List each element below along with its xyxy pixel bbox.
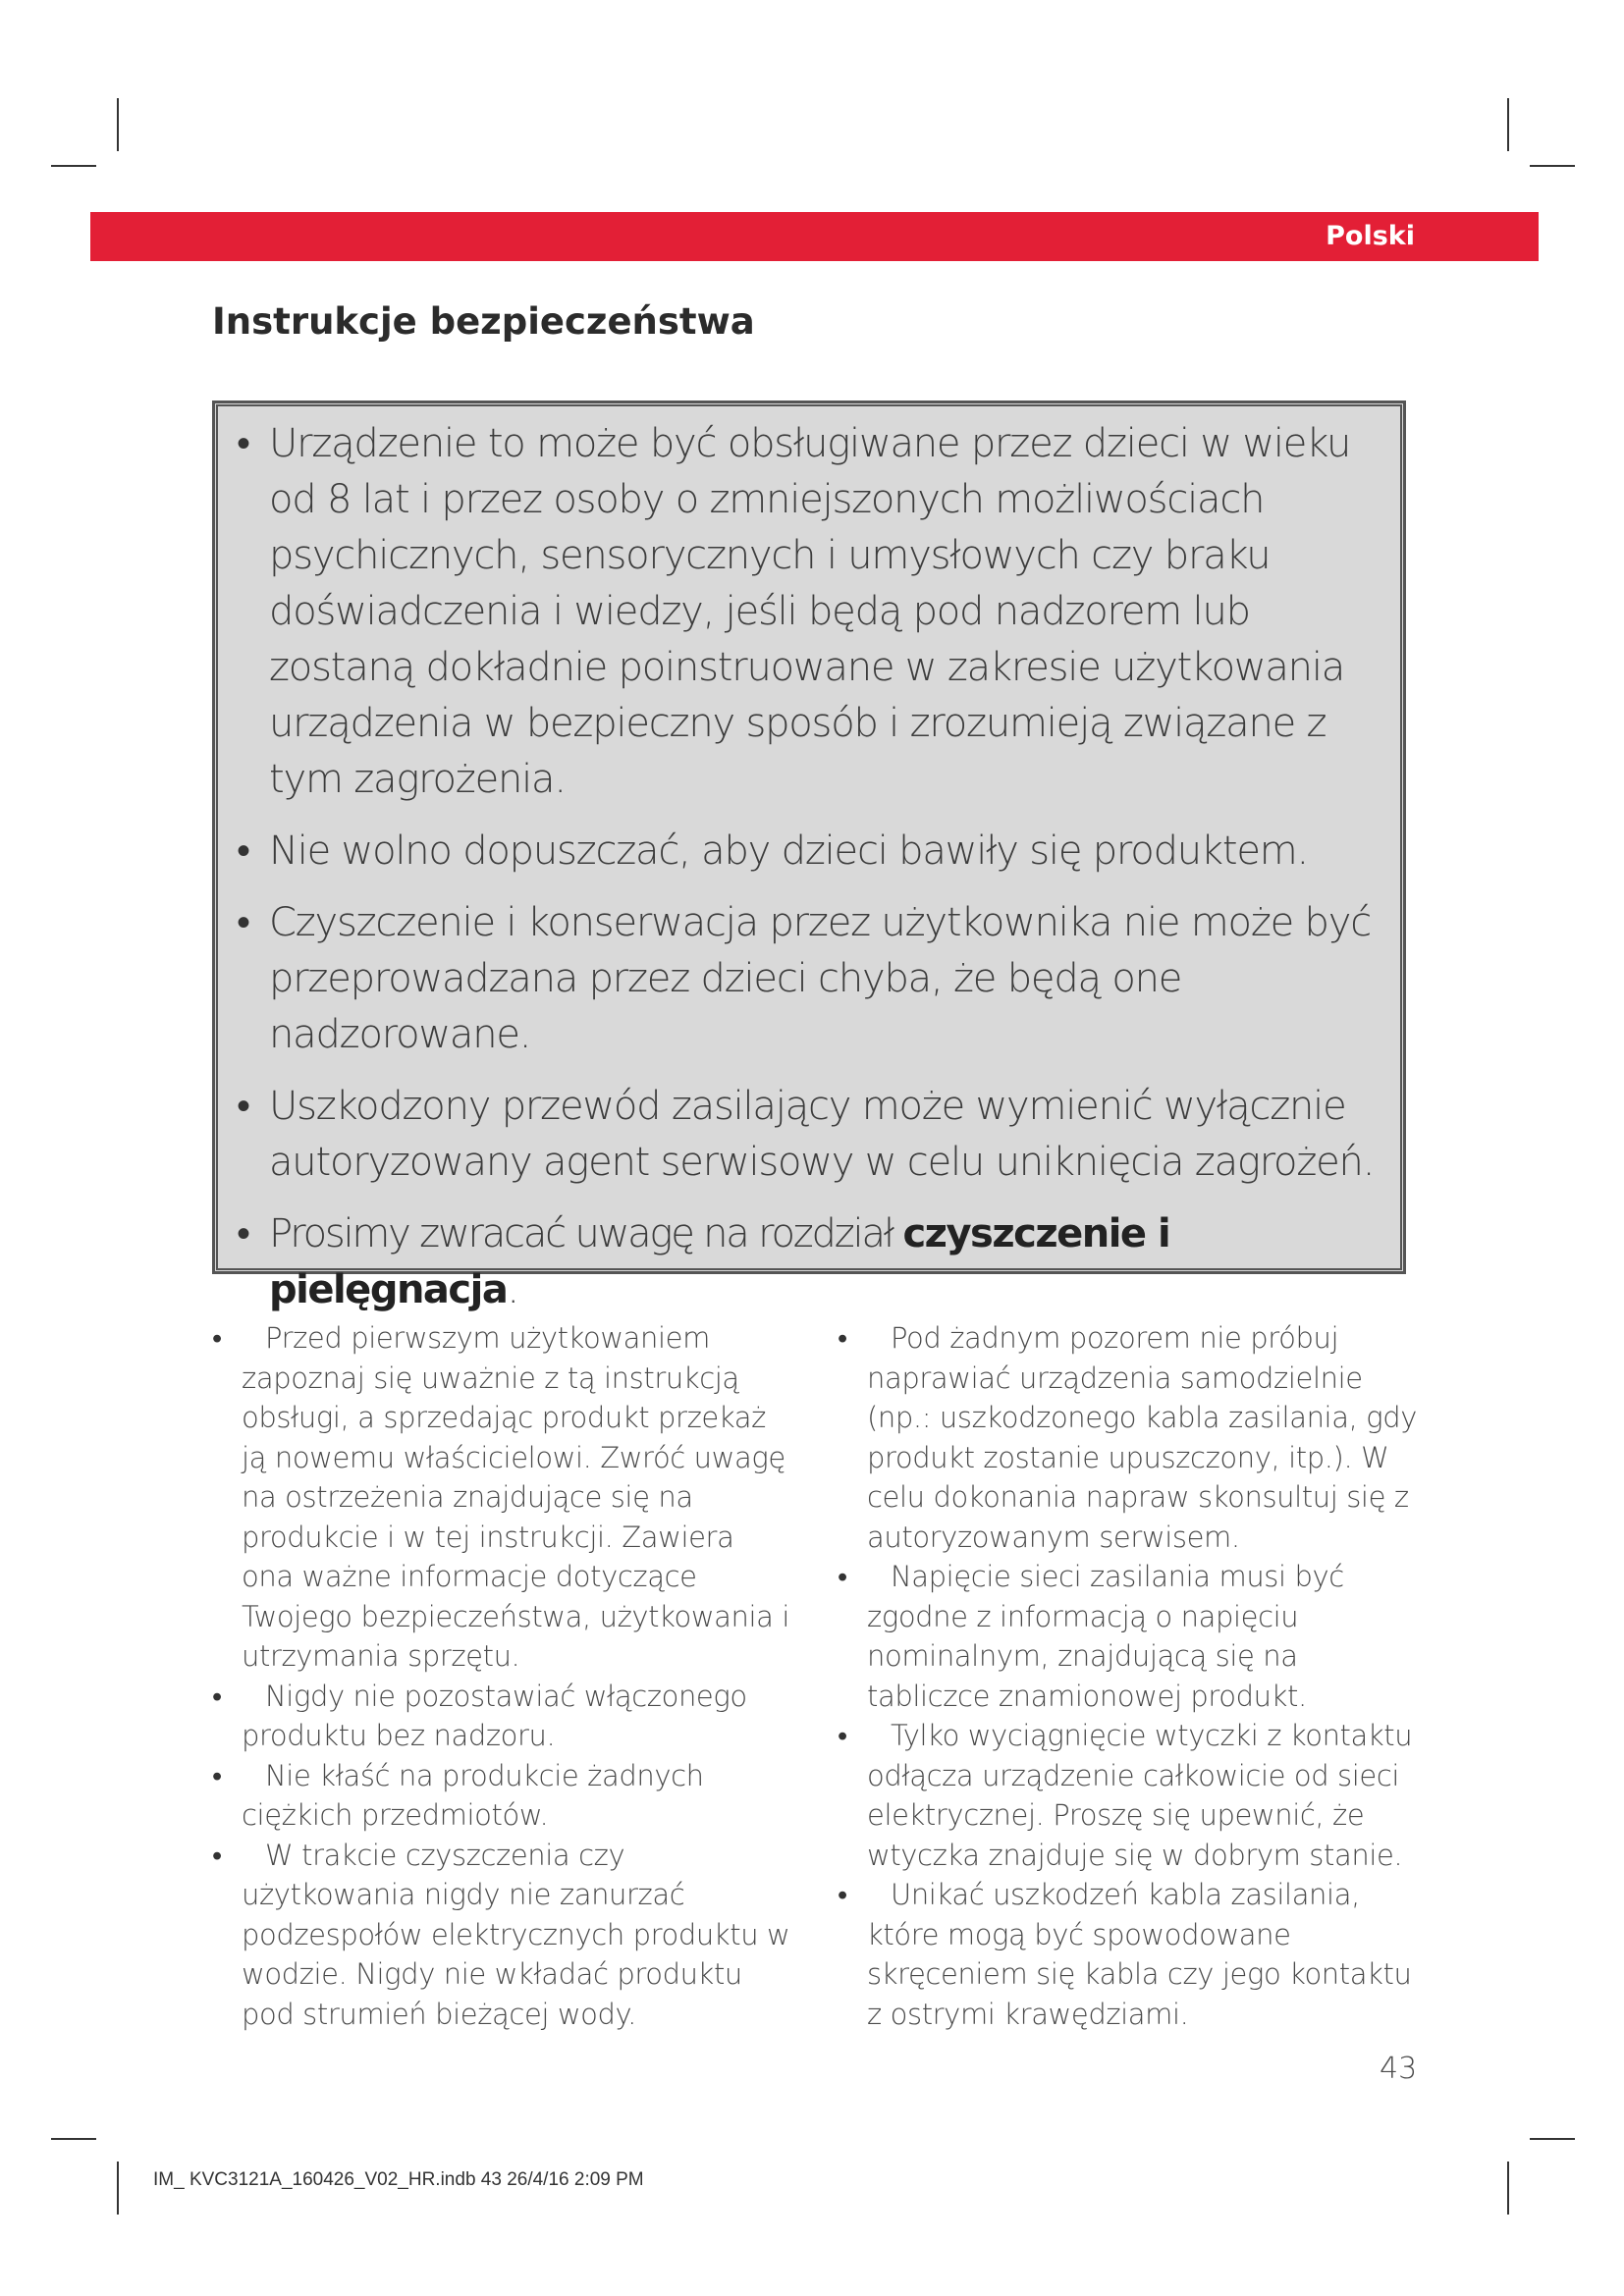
list-item-text: Nigdy nie pozostawiać włączonego produktu bez nadzoru.	[242, 1679, 747, 1752]
warning-box	[213, 401, 1405, 1312]
bullet-icon: •	[838, 1321, 847, 1355]
warning-item	[218, 895, 1400, 1063]
chapter-reference: czyszczenie i pielęgnacja	[269, 1211, 1170, 1312]
list-item	[212, 1318, 791, 1677]
bullet-icon: •	[237, 828, 249, 874]
warning-item	[218, 1206, 1400, 1318]
warning-text: Nie wolno dopuszczać, aby dzieci bawiły się produktem.	[269, 828, 1309, 874]
bullet-icon: •	[212, 1838, 222, 1872]
print-footer: IM_ KVC3121A_160426_V02_HR.indb 43 26/4/16 2:09 PM	[153, 2169, 644, 2190]
crop-mark	[51, 2138, 96, 2140]
warning-item	[218, 1079, 1400, 1191]
crop-mark	[1530, 2138, 1575, 2140]
bullet-icon: •	[838, 1560, 847, 1593]
bullet-icon: •	[212, 1321, 222, 1355]
bullet-icon: •	[838, 1719, 847, 1752]
crop-mark	[1507, 2162, 1509, 2215]
bullet-icon: •	[237, 900, 249, 945]
warning-item	[218, 416, 1400, 808]
language-label: Polski	[1326, 221, 1415, 251]
left-column	[212, 1318, 791, 2034]
list-item	[212, 1756, 791, 1836]
warning-list	[218, 406, 1400, 1318]
list-item-text: Napięcie sieci zasilania musi być zgodne z informacją o napięciu nominalnym, znajdującą się na tabliczce znamionowej produkt.	[867, 1560, 1344, 1713]
warning-text-suffix: .	[507, 1267, 517, 1312]
list-item	[212, 1677, 791, 1756]
bullet-icon: •	[212, 1679, 222, 1713]
language-bar	[90, 212, 1539, 261]
crop-mark	[117, 98, 119, 151]
bullet-icon: •	[237, 421, 249, 466]
bullet-icon: •	[212, 1758, 222, 1792]
page-number: 43	[1380, 2052, 1418, 2086]
list-item	[838, 1318, 1417, 1557]
list-item	[838, 1875, 1417, 2034]
warning-text-prefix: Prosimy zwracać uwagę na rozdział	[269, 1211, 903, 1256]
list-item-text: W trakcie czyszczenia czy użytkowania nigdy nie zanurzać podzespołów elektrycznych produktu w wodzie. Nigdy nie wkładać produktu pod strumień bieżącej wody.	[242, 1838, 790, 2031]
list-item-text: Tylko wyciągnięcie wtyczki z kontaktu odłącza urządzenie całkowicie od sieci elektrycznej. Proszę się upewnić, że wtyczka znajduje się w dobrym stanie.	[867, 1719, 1413, 1872]
list-item-text: Pod żadnym pozorem nie próbuj naprawiać urządzenia samodzielnie (np.: uszkodzonego kabla zasilania, gdy produkt zostanie upuszczony, itp.). W celu dokonania napraw skonsultuj się z autoryzowanym serwisem.	[867, 1321, 1417, 1554]
list-item-text: Nie kłaść na produkcie żadnych ciężkich przedmiotów.	[242, 1758, 704, 1832]
page-title: Instrukcje bezpieczeństwa	[212, 300, 755, 343]
warning-item	[218, 824, 1400, 880]
crop-mark	[1507, 98, 1509, 151]
instruction-list	[212, 1318, 791, 2034]
crop-mark	[117, 2162, 119, 2215]
crop-mark	[51, 165, 96, 167]
crop-mark	[1530, 165, 1575, 167]
bullet-icon: •	[237, 1084, 249, 1129]
warning-text: Uszkodzony przewód zasilający może wymienić wyłącznie autoryzowany agent serwisowy w celu uniknięcia zagrożeń.	[269, 1084, 1375, 1185]
bullet-icon: •	[237, 1211, 248, 1256]
list-item	[838, 1716, 1417, 1875]
instruction-list	[838, 1318, 1417, 2034]
warning-text: Urządzenie to może być obsługiwane przez dzieci w wieku od 8 lat i przez osoby o zmniejszonych możliwościach psychicznych, sensorycznych i umysłowych czy braku doświadczenia i wiedzy, jeśli będą pod nadzorem lub zostaną dokładnie poinstruowane w zakresie użytkowania urządzenia w bezpieczny sposób i zrozumieją związane z tym zagrożenia.	[269, 421, 1351, 802]
list-item	[838, 1557, 1417, 1716]
list-item	[212, 1836, 791, 2035]
list-item-text: Przed pierwszym użytkowaniem zapoznaj się uważnie z tą instrukcją obsługi, a sprzedając produkt przekaż ją nowemu właścicielowi. Zwróć uwagę na ostrzeżenia znajdujące się na produkcie i w tej instrukcji. Zawiera ona ważne informacje dotyczące Twojego bezpieczeństwa, użytkowania i utrzymania sprzętu.	[242, 1321, 790, 1673]
right-column	[838, 1318, 1417, 2034]
bullet-icon: •	[838, 1878, 847, 1911]
warning-text: Czyszczenie i konserwacja przez użytkownika nie może być przeprowadzana przez dzieci chyba, że będą one nadzorowane.	[269, 900, 1371, 1057]
list-item-text: Unikać uszkodzeń kabla zasilania, które mogą być spowodowane skręceniem się kabla czy jego kontaktu z ostrymi krawędziami.	[867, 1878, 1412, 2031]
